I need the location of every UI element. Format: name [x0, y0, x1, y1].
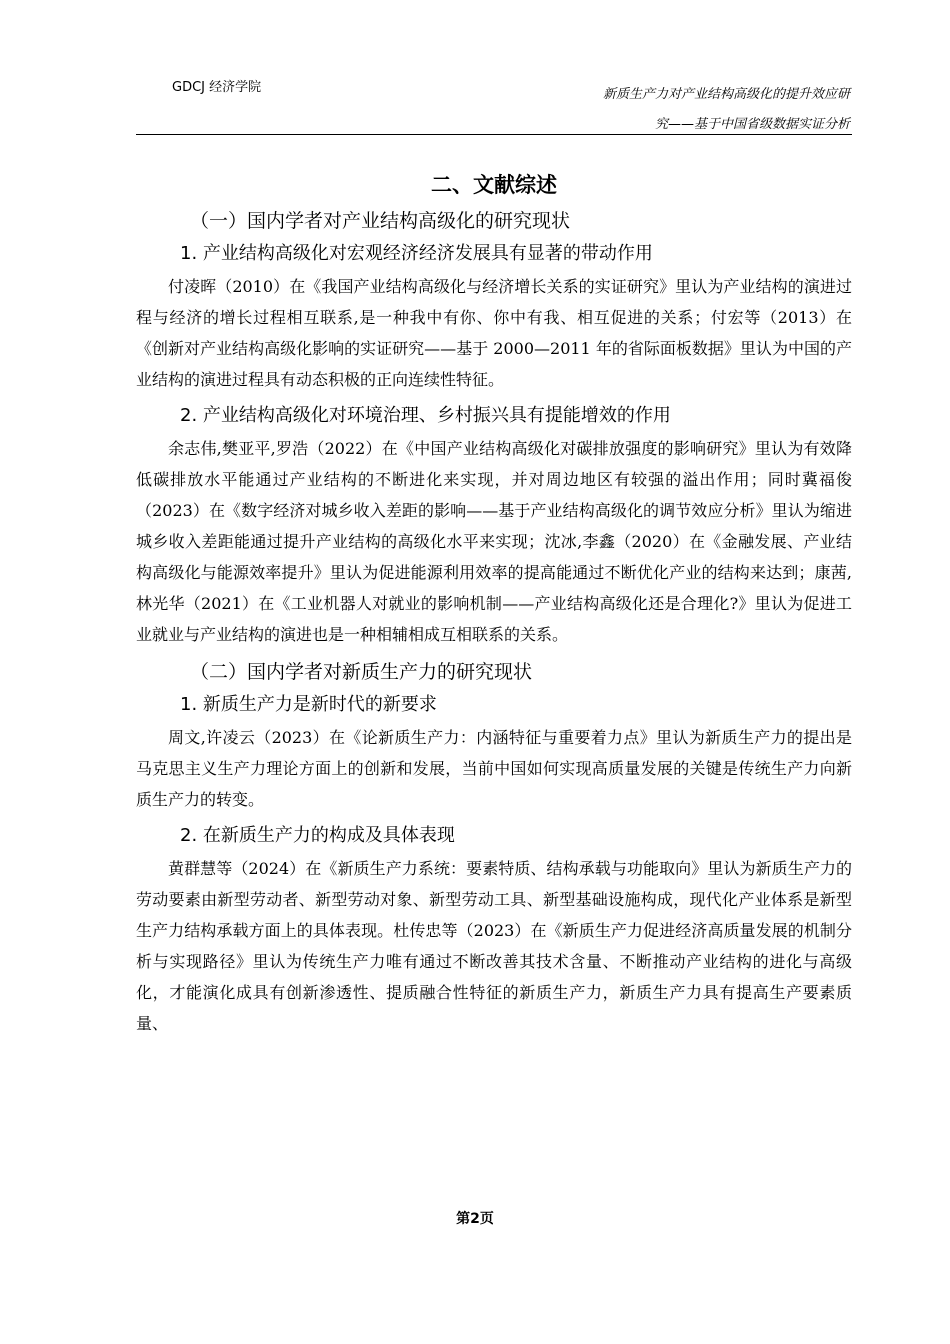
item-heading-new-era-requirement: 1. 新质生产力是新时代的新要求 [180, 694, 437, 715]
page-body [136, 168, 852, 1044]
item-heading-environment-rural: 2. 产业结构高级化对环境治理、乡村振兴具有提能增效的作用 [180, 405, 671, 426]
page-number: 第2页 [456, 1211, 494, 1227]
paragraph-macro-economy: 付凌晖（2010）在《我国产业结构高级化与经济增长关系的实证研究》里认为产业结构的演进过程与经济的增长过程相互联系,是一种我中有你、你中有我、相互促进的关系；付宏等（2013）在《创新对产业结构高级化影响的实证研究——基于 2000—2011 年的省际面板数据》里认为中国的产业结构的演进过程具有动态积极的正向连续性特征。 [136, 277, 852, 389]
paragraph-environment-rural: 余志伟,樊亚平,罗浩（2022）在《中国产业结构高级化对碳排放强度的影响研究》里认为有效降低碳排放水平能通过产业结构的不断进化来实现，并对周边地区有较强的溢出作用；同时冀福俊（2023）在《数字经济对城乡收入差距的影响——基于产业结构高级化的调节效应分析》里认为缩进城乡收入差距能通过提升产业结构的高级化水平来实现；沈冰,李鑫（2020）在《金融发展、产业结构高级化与能源效率提升》里认为促进能源利用效率的提高能通过不断优化产业的结构来达到；康茜,林光华（2021）在《工业机器人对就业的影响机制——产业结构高级化还是合理化?》里认为促进工业就业与产业结构的演进也是一种相辅相成互相联系的关系。 [136, 439, 852, 644]
header-institution: GDCJ 经济学院 [172, 80, 262, 95]
item-heading-macro-economy: 1. 产业结构高级化对宏观经济经济发展具有显著的带动作用 [180, 243, 653, 264]
section-title: 二、文献综述 [431, 173, 557, 197]
paragraph-composition: 黄群慧等（2024）在《新质生产力系统：要素特质、结构承载与功能取向》里认为新质生产力的劳动要素由新型劳动者、新型劳动对象、新型劳动工具、新型基础设施构成，现代化产业体系是新型生产力结构承载方面上的具体表现。杜传忠等（2023）在《新质生产力促进经济高质量发展的机制分析与实现路径》里认为传统生产力唯有通过不断改善其技术含量、不断推动产业结构的进化与高级化，才能演化成具有创新渗透性、提质融合性特征的新质生产力，新质生产力具有提高生产要素质量、 [136, 859, 852, 1033]
header-title-line-1: 新质生产力对产业结构高级化的提升效应研 [602, 87, 850, 102]
paragraph-new-era-requirement: 周文,许凌云（2023）在《论新质生产力：内涵特征与重要着力点》里认为新质生产力的提出是马克思主义生产力理论方面上的创新和发展，当前中国如何实现高质量发展的关键是传统生产力向新质生产力的转变。 [136, 728, 852, 809]
header-divider [136, 134, 852, 135]
subsection-title-new-productive-forces: （二）国内学者对新质生产力的研究现状 [190, 661, 533, 683]
header-title-line-2: 究——基于中国省级数据实证分析 [654, 117, 850, 132]
item-heading-composition: 2. 在新质生产力的构成及具体表现 [180, 825, 455, 846]
header-paper-title [550, 80, 850, 140]
subsection-title-domestic-industrial-structure: （一）国内学者对产业结构高级化的研究现状 [190, 210, 571, 232]
